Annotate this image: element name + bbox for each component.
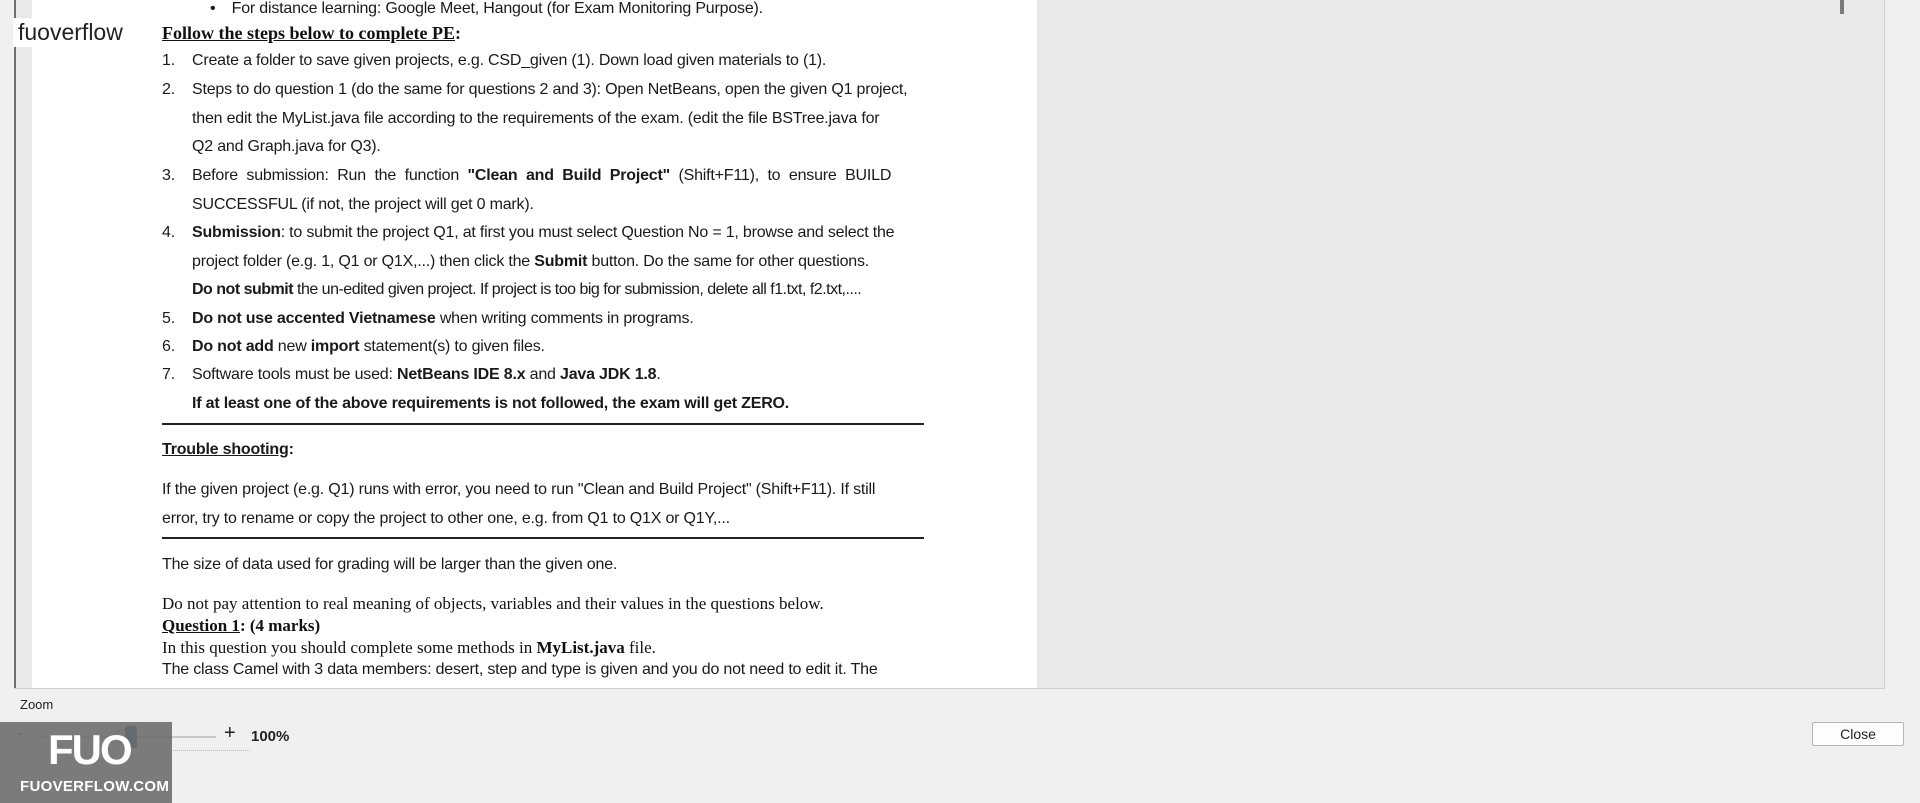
question-1-line-2: The class Camel with 3 data members: desert, step and type is given and you do not need to edit it. The (162, 661, 878, 678)
size-note: The size of data used for grading will be larger than the given one. (162, 556, 618, 573)
trouble-heading: Trouble shooting: (162, 441, 294, 458)
step-4: 4. Submission: to submit the project Q1, at first you must select Question No = 1, browse and select the (162, 224, 895, 241)
question-1-line-1: In this question you should complete some methods in MyList.java file. (162, 638, 656, 657)
warning-line: If at least one of the above requirements is not followed, the exam will get ZERO. (192, 395, 790, 412)
question-1-heading: Question 1: (4 marks) (162, 616, 321, 635)
zoom-label: Zoom (20, 697, 54, 712)
trouble-line-2: error, try to rename or copy the project to other one, e.g. from Q1 to Q1X or Q1Y,... (162, 510, 730, 527)
viewer-left-edge (14, 0, 16, 688)
document-viewer[interactable] (14, 0, 1885, 689)
zoom-value: 100% (251, 728, 290, 745)
step-5: 5. Do not use accented Vietnamese when writing comments in programs. (162, 310, 694, 327)
zoom-plus-button[interactable]: + (224, 722, 236, 744)
step-3: 3. Before submission: Run the function "Clean and Build Project" (Shift+F11), to ensure BUILD (162, 167, 892, 184)
step-2: 2. Steps to do question 1 (do the same for questions 2 and 3): Open NetBeans, open the given Q1 project, (162, 81, 908, 98)
step-7: 7. Software tools must be used: NetBeans IDE 8.x and Java JDK 1.8. (162, 366, 661, 383)
vertical-scrollbar[interactable] (1840, 0, 1848, 688)
step-2-line-3: Q2 and Graph.java for Q3). (192, 138, 381, 155)
brand-label: fuoverflow (13, 18, 128, 47)
watermark (0, 722, 172, 803)
watermark-text: FUOVERFLOW.COM (20, 778, 170, 795)
divider-2 (162, 537, 924, 539)
divider-1 (162, 423, 924, 425)
steps-heading: Follow the steps below to complete PE: (162, 23, 461, 43)
bullet-line: • For distance learning: Google Meet, Hangout (for Exam Monitoring Purpose). (210, 0, 763, 17)
bullet-icon: • (210, 0, 216, 17)
step-3-line-2: SUCCESSFUL (if not, the project will get 0 mark). (192, 196, 534, 213)
close-button[interactable]: Close (1812, 722, 1904, 746)
trouble-line-1: If the given project (e.g. Q1) runs with error, you need to run "Clean and Build Project" (Shift+F11). If still (162, 481, 876, 498)
watermark-logo: FUO (48, 726, 131, 773)
step-1: 1. Create a folder to save given projects, e.g. CSD_given (1). Down load given materials to (1). (162, 52, 827, 69)
document-page (32, 0, 1037, 688)
step-2-line-2: then edit the MyList.java file according to the requirements of the exam. (edit the file BSTree.java for (192, 110, 880, 127)
step-4-line-3: Do not submit the un-edited given project. If project is too big for submission, delete all f1.txt, f2.txt,.... (192, 281, 862, 298)
attention-note: Do not pay attention to real meaning of objects, variables and their values in the questions below. (162, 594, 824, 613)
scrollbar-thumb[interactable] (1840, 0, 1844, 14)
step-6: 6. Do not add new import statement(s) to given files. (162, 338, 545, 355)
step-4-line-2: project folder (e.g. 1, Q1 or Q1X,...) then click the Submit button. Do the same for other questions. (192, 253, 870, 270)
